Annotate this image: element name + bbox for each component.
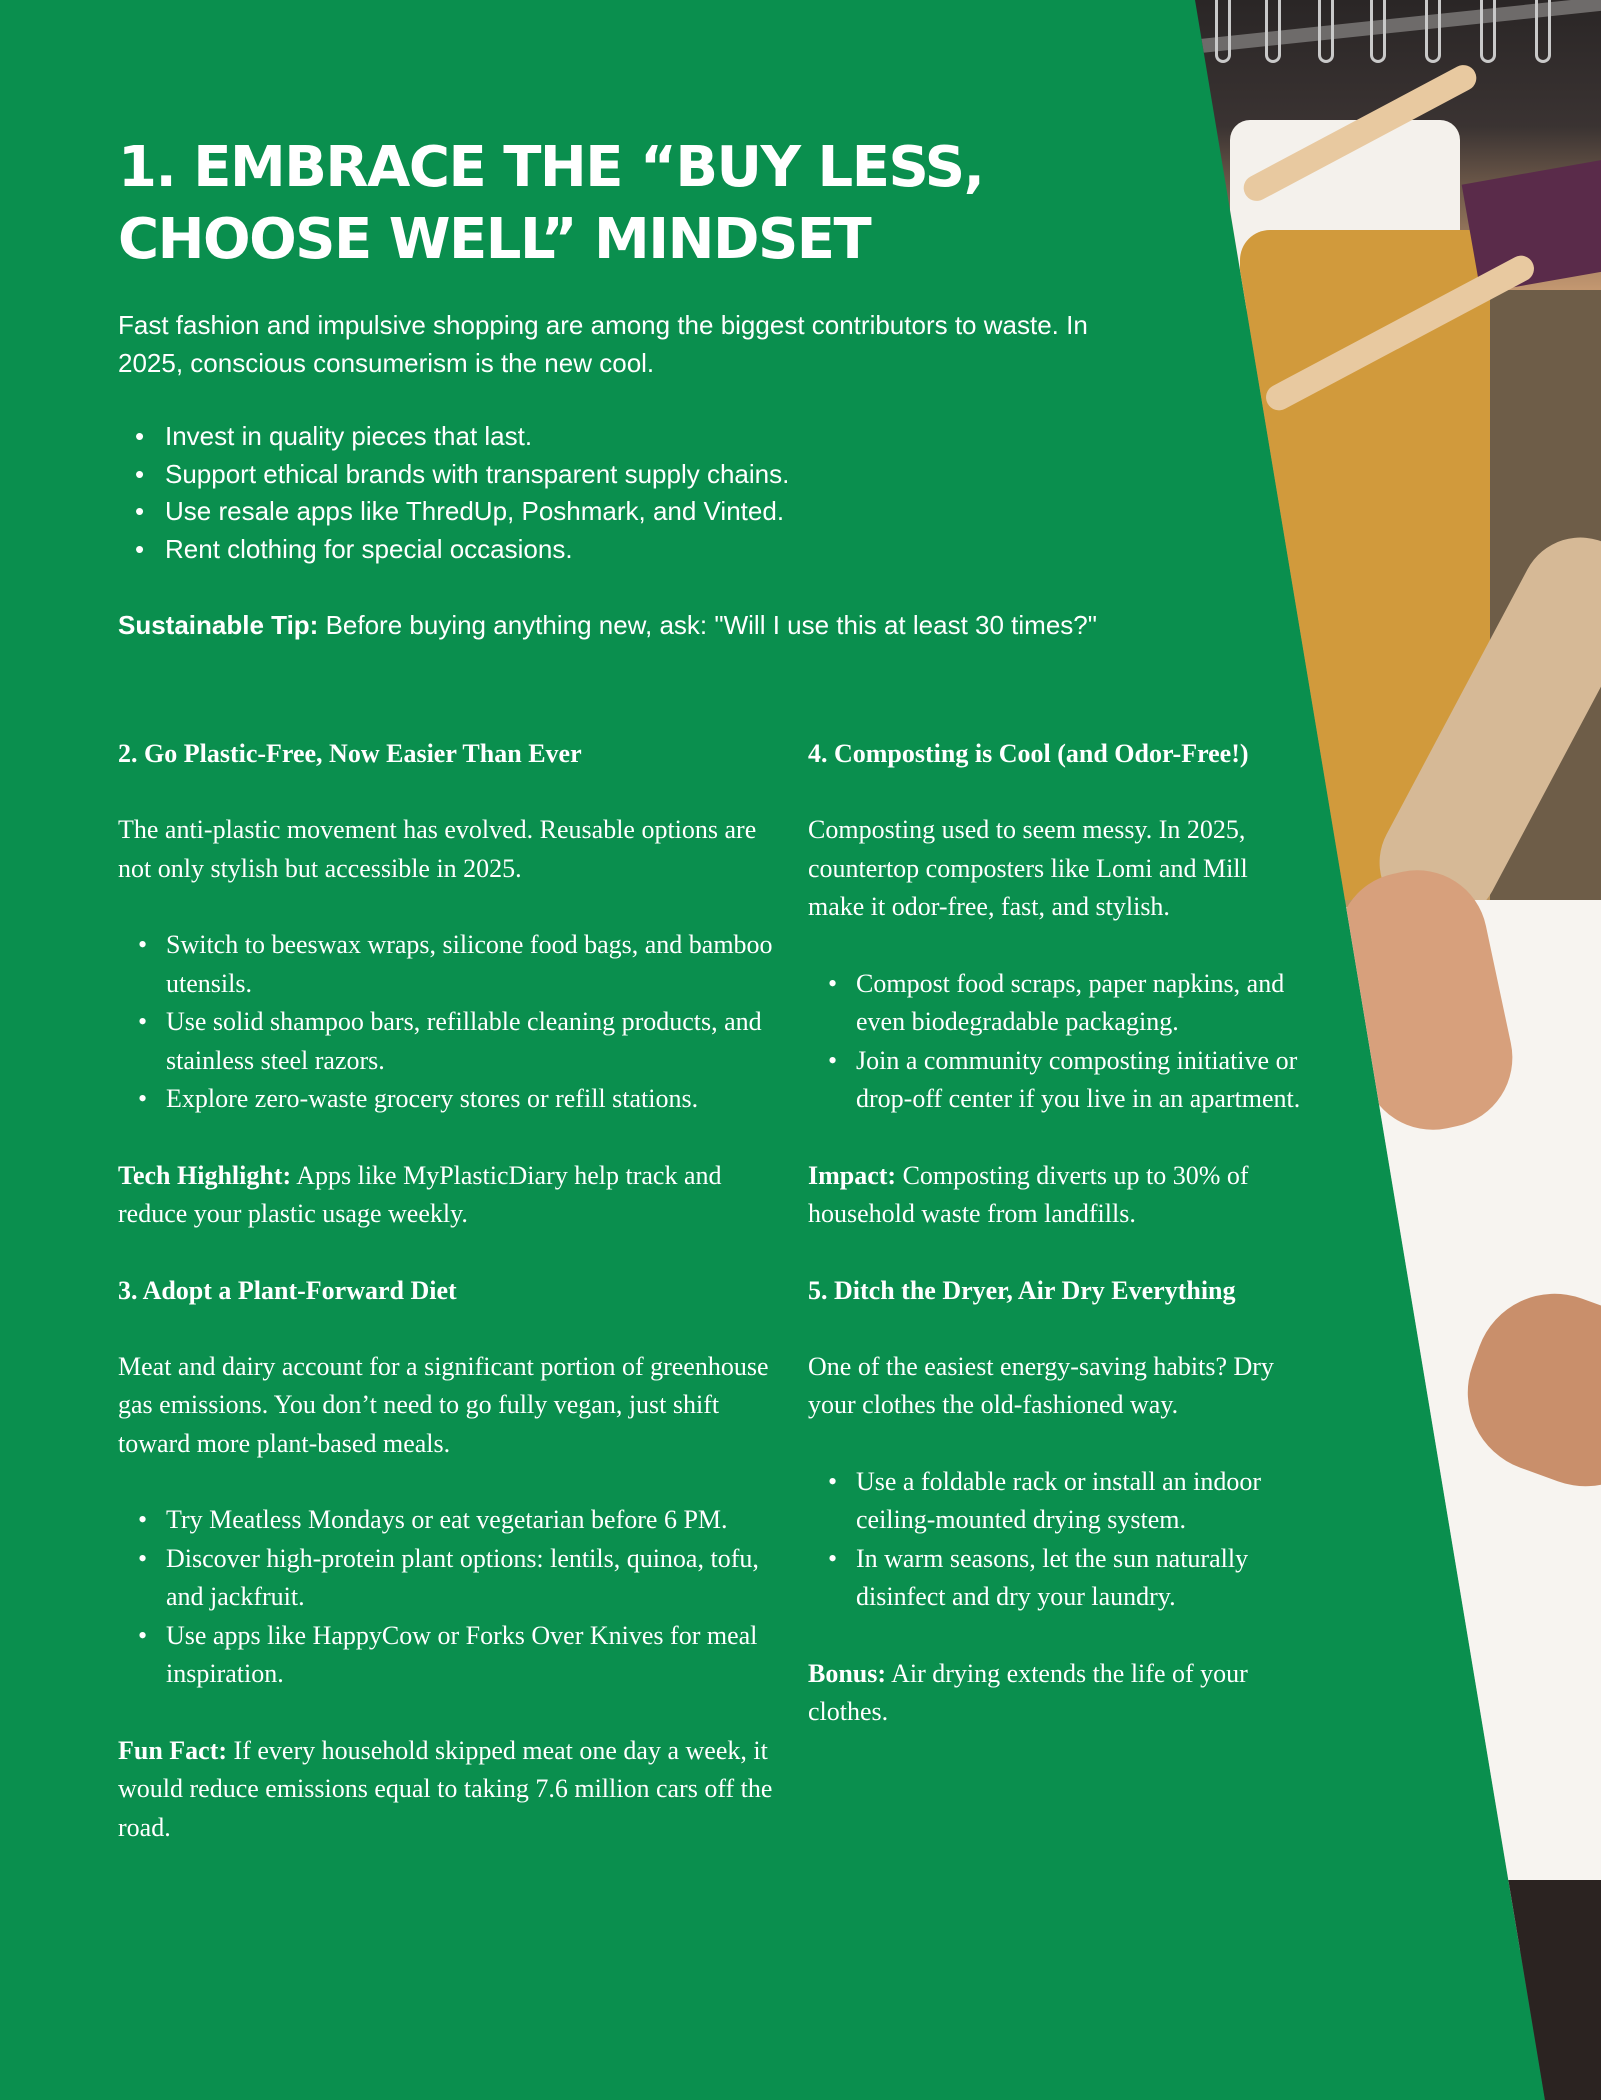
intro-paragraph: Fast fashion and impulsive shopping are among the biggest contributors to waste. In 2025, conscious consumerism is the new cool. <box>118 310 1088 378</box>
impact-note <box>808 1157 1308 1234</box>
section-intro: Composting used to seem messy. In 2025, countertop composters like Lomi and Mill make it odor-free, fast, and stylish. <box>808 815 1248 921</box>
section-bullet-list <box>808 1463 1308 1617</box>
section-air-dry <box>808 1272 1308 1732</box>
note-label: Impact: <box>808 1160 897 1190</box>
section-title: 2. Go Plastic-Free, Now Easier Than Ever <box>118 739 582 768</box>
list-item: • Switch to beeswax wraps, silicone food bags, and bamboo utensils. <box>118 926 778 1003</box>
section-title: 3. Adopt a Plant-Forward Diet <box>118 1275 457 1305</box>
main-heading <box>118 132 1018 276</box>
note-text: If every household skipped meat one day a week, it would reduce emissions equal to taking 7.6 million cars off the road. <box>118 1735 773 1842</box>
list-item: • Invest in quality pieces that last. <box>118 418 1158 456</box>
list-item: • Use apps like HappyCow or Forks Over Knives for meal inspiration. <box>118 1617 778 1694</box>
mindset-bullet-list <box>118 418 1158 568</box>
heading-line-1: 1. EMBRACE THE “BUY LESS, <box>118 135 984 200</box>
list-item: • Rent clothing for special occasions. <box>118 531 1158 569</box>
section-bullet-list <box>808 965 1308 1119</box>
tip-text: Before buying anything new, ask: "Will I use this at least 30 times?" <box>318 610 1097 640</box>
section-composting <box>808 735 1308 1234</box>
section-intro: One of the easiest energy-saving habits? Dry your clothes the old-fashioned way. <box>808 1351 1274 1419</box>
fun-fact <box>118 1732 778 1848</box>
note-text: Apps like MyPlasticDiary help track and reduce your plastic usage weekly. <box>118 1160 722 1228</box>
section-intro: The anti-plastic movement has evolved. Reusable options are not only stylish but accessible in 2025. <box>118 815 757 883</box>
left-column <box>118 735 778 1885</box>
section-title: 5. Ditch the Dryer, Air Dry Everything <box>808 1275 1236 1305</box>
note-text: Air drying extends the life of your clothes. <box>808 1658 1248 1726</box>
tip-label: Sustainable Tip: <box>118 610 319 640</box>
section-bullet-list <box>118 926 778 1119</box>
list-item: • In warm seasons, let the sun naturally disinfect and dry your laundry. <box>808 1540 1308 1617</box>
list-item: • Discover high-protein plant options: lentils, quinoa, tofu, and jackfruit. <box>118 1540 778 1617</box>
sustainable-tip <box>118 606 1158 644</box>
list-item: • Support ethical brands with transparent supply chains. <box>118 456 1158 494</box>
right-column <box>808 735 1308 1770</box>
note-label: Tech Highlight: <box>118 1160 292 1190</box>
list-item: • Use resale apps like ThredUp, Poshmark, and Vinted. <box>118 493 1158 531</box>
list-item: • Explore zero-waste grocery stores or refill stations. <box>118 1080 778 1119</box>
section-title: 4. Composting is Cool (and Odor-Free!) <box>808 739 1249 768</box>
tech-highlight <box>118 1157 778 1234</box>
heading-line-2: CHOOSE WELL” MINDSET <box>118 207 871 272</box>
note-label: Fun Fact: <box>118 1735 228 1765</box>
section-bullet-list <box>118 1501 778 1694</box>
note-text: Composting diverts up to 30% of household waste from landfills. <box>808 1160 1249 1228</box>
note-label: Bonus: <box>808 1658 887 1688</box>
list-item: • Use a foldable rack or install an indoor ceiling-mounted drying system. <box>808 1463 1308 1540</box>
section-intro: Meat and dairy account for a significant portion of greenhouse gas emissions. You don’t need to go fully vegan, just shift toward more plant-based meals. <box>118 1351 769 1458</box>
list-item: • Compost food scraps, paper napkins, and even biodegradable packaging. <box>808 965 1308 1042</box>
list-item: • Join a community composting initiative or drop-off center if you live in an apartment. <box>808 1042 1308 1119</box>
bonus-note <box>808 1655 1308 1732</box>
section-plant-forward-diet <box>118 1272 778 1848</box>
list-item: • Use solid shampoo bars, refillable cleaning products, and stainless steel razors. <box>118 1003 778 1080</box>
list-item: • Try Meatless Mondays or eat vegetarian before 6 PM. <box>118 1501 778 1540</box>
section-plastic-free <box>118 735 778 1234</box>
